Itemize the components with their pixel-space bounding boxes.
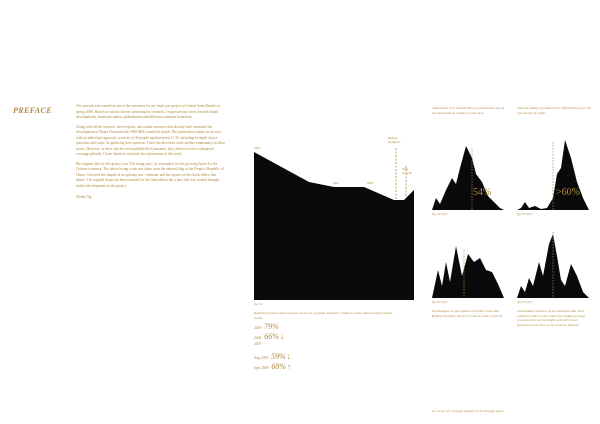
stat-year: Sept 2008 - (254, 366, 271, 370)
area-fill (254, 152, 414, 300)
stats-list (254, 322, 394, 372)
q12-mini-chart (432, 138, 504, 210)
preface-paragraph-3: My original title for this project was 'The rising stars', as a metaphor for the growing future for the Chinese economy. The idea of using a star was taken from the national flag of the People's Republic of China. I lowered the shaped of an uprising star - elements and the layouts of this book follow this theme. The original shape has been retained for the final edition but a new title was created through further development on the project. (76, 161, 224, 188)
mini-area (432, 146, 504, 210)
stat-row-sept-2008 (254, 362, 394, 372)
fig-01-label: fig. 01 (254, 302, 263, 306)
stat-year: Aug 2008 - (254, 356, 270, 360)
stat-row-2005 (254, 322, 394, 332)
right-text-bottom-left: Psychologies on perceptions of brand China after Beijing Olympics; there's no rate on scale 9 and 10. (432, 309, 503, 318)
q15-mini-chart (517, 226, 589, 298)
q12-fig-label: fig. 02 Q12 (432, 212, 448, 216)
scale-note: In a scale of 1 strongly disagree to 10 strongly agree (432, 409, 504, 413)
label-2007: 2007 (333, 181, 340, 185)
label-milk-scandal: Milk Scandal (402, 167, 413, 175)
label-beijing-olympics: Beijing Olympics (388, 136, 401, 144)
right-text-bottom-right: Unavoidable opinions on the statement that 'poor qualities control to the result of a rapidly growing economy, they are inevitable and will correct themselves over time as the economy matures'. (517, 309, 585, 327)
stat-row-aug-2008 (254, 352, 394, 362)
q15-fig-label: fig. 05 Q15 (517, 300, 533, 304)
stat-year: 2006 - (254, 336, 264, 340)
q13-percent: >60% (556, 187, 580, 198)
mini-area (432, 246, 504, 298)
up-arrow-icon: ↑ (287, 362, 292, 371)
preface-paragraph-1: The artwork was created as one of the outcomes for my final year project at Central Saint Martins in spring 2009. Based on various factors stemming my research, I expressed my views towards brand developments, brand perception, globalisation and different consumer behaviour. (76, 104, 221, 119)
q14-fig-label: fig. 02 Q14 (432, 300, 448, 304)
stat-percent: 68% (271, 362, 287, 371)
stat-year: 2005 - (254, 326, 264, 330)
preface-body (76, 104, 226, 201)
right-text-top-right: regional quality of products are reflected on prices but not country of origin. (517, 106, 592, 115)
stat-percent: 59% (270, 352, 286, 361)
down-arrow-icon: ↓ (286, 352, 291, 361)
label-2008: 2008 (367, 181, 374, 185)
stat-row-2007 (254, 342, 394, 352)
brand-trust-area-chart (254, 140, 414, 300)
label-2006: 2006 (254, 146, 261, 150)
stat-row-2006 (254, 332, 394, 342)
q13-fig-label: fig. 03 Q13 (517, 212, 533, 216)
stat-year: 2007 - (254, 342, 264, 346)
right-text-top-left: rated above 5 on 'brand China' would become one of the top brands in couples of year time. (432, 106, 504, 115)
author-signature: Wendy Ng (76, 195, 92, 199)
stat-percent: 66% (264, 332, 279, 341)
q14-mini-chart (432, 226, 504, 298)
chart-caption: Reflections from research proper as the no. of people believed a 'made in china' label actually had the brand (254, 311, 393, 320)
down-arrow-icon: ↓ (279, 332, 284, 341)
preface-title: PREFACE (13, 106, 52, 115)
q12-percent: 54% (473, 187, 492, 198)
q13-mini-chart (517, 138, 589, 210)
preface-paragraph-2: Along with all the research, news-reports, and online resources that already have examined the development of Brand China and the 2008 Milk scandal in-depth. This publication stands on its own, with an individual approach, a survey of 36 people aged between 21-35, including in-depth choice questions and scope for gathering their opinions. There has also been some media commentary on these issues. However, as these articles were published in Cantonese, they did not receive widespread coverage globally. I have therefore included this information in this work. (76, 124, 226, 156)
stat-percent: - (264, 342, 266, 346)
stat-percent: 79% (264, 322, 279, 331)
